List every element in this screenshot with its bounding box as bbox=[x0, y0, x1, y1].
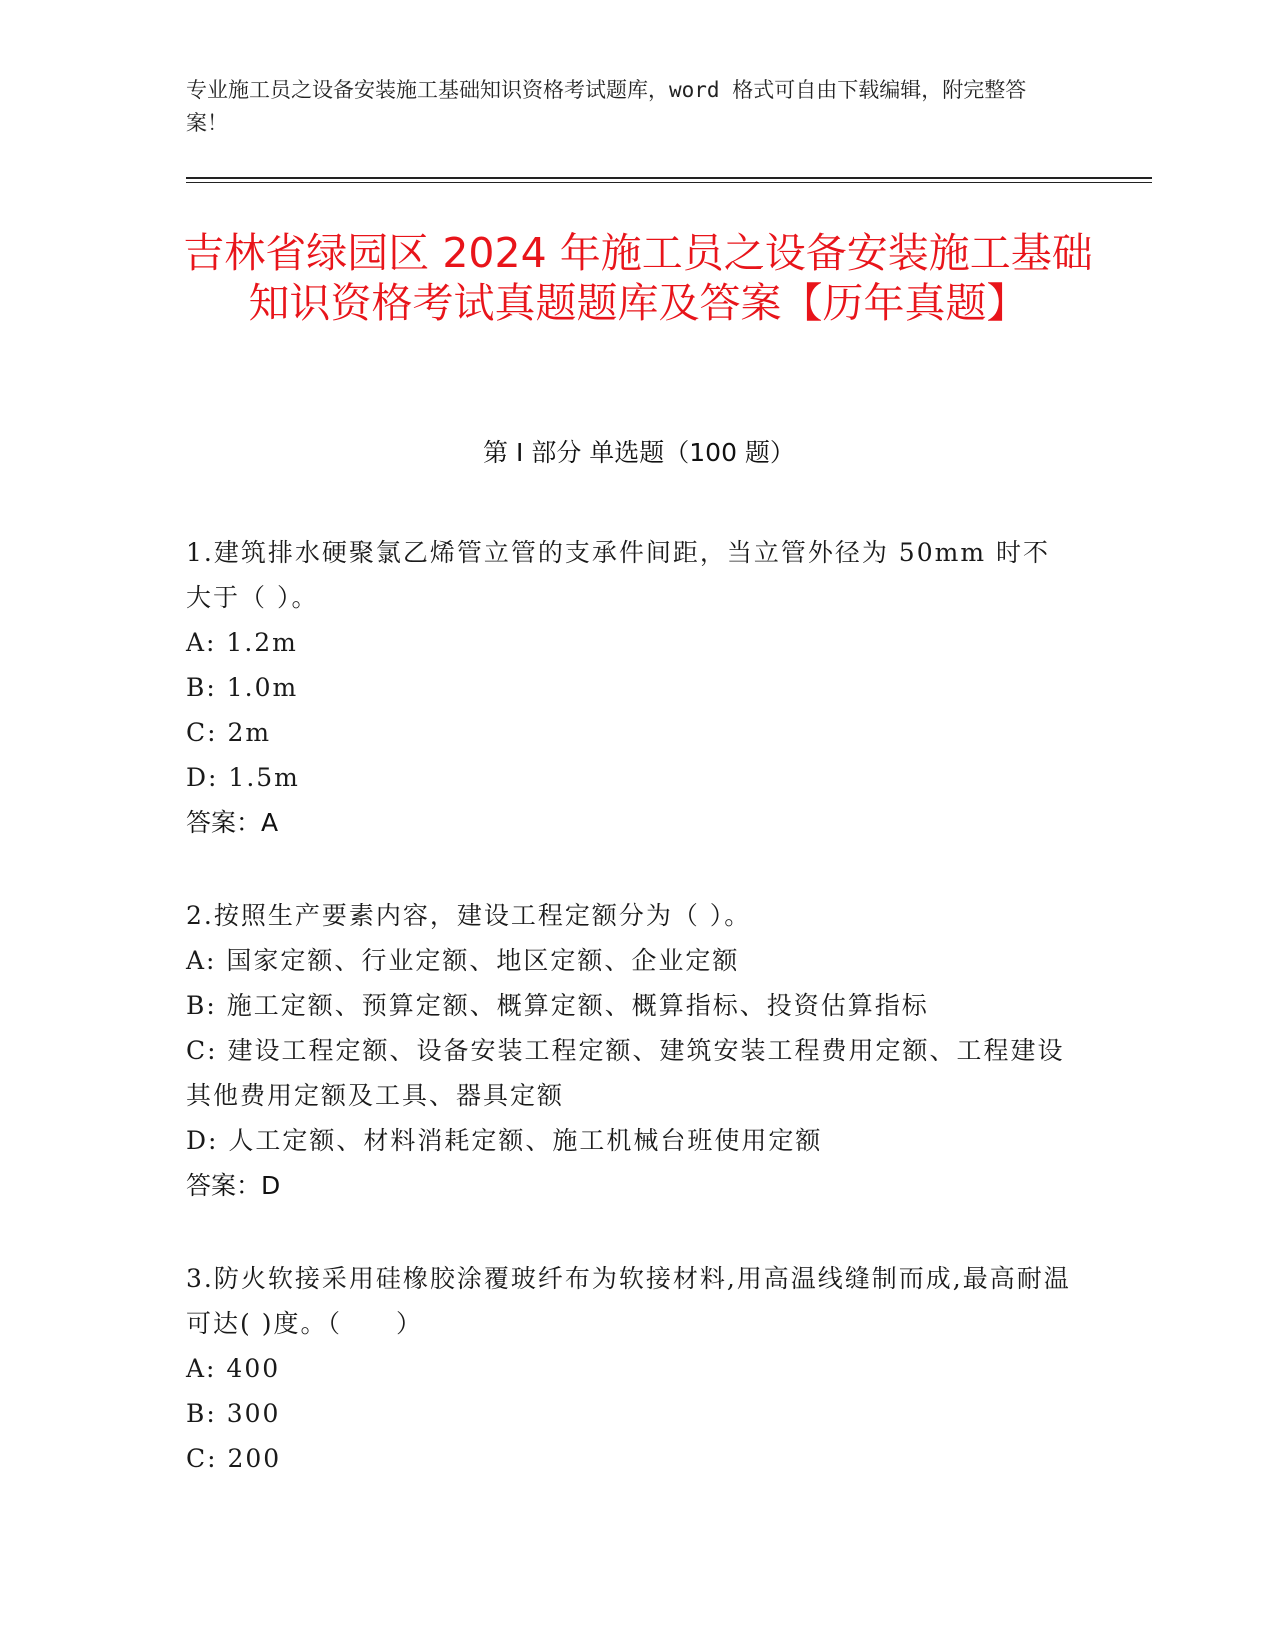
header-note: 专业施工员之设备安装施工基础知识资格考试题库，word 格式可自由下载编辑，附完整答案！ bbox=[186, 78, 1027, 135]
answer: 答案：A bbox=[186, 808, 279, 837]
option-a: A: 国家定额、行业定额、地区定额、企业定额 bbox=[186, 946, 740, 975]
option-a: A: 400 bbox=[186, 1354, 281, 1383]
section-title: 第 I 部分 单选题（100 题） bbox=[483, 438, 795, 467]
option-c: C: 建设工程定额、设备安装工程定额、建筑安装工程费用定额、工程建设其他费用定额及工具、器具定额 bbox=[186, 1036, 1065, 1110]
option-b: B: 1.0m bbox=[186, 673, 299, 702]
option-d: D: 人工定额、材料消耗定额、施工机械台班使用定额 bbox=[186, 1126, 823, 1155]
question-stem: 3.防火软接采用硅橡胶涂覆玻纤布为软接材料,用高温线缝制而成,最高耐温可达( )度。（ ） bbox=[186, 1264, 1071, 1338]
header-rule-thick bbox=[186, 177, 1152, 179]
question-list bbox=[186, 530, 1076, 1529]
option-d: D: 1.5m bbox=[186, 763, 300, 792]
option-b: B: 施工定额、预算定额、概算定额、概算指标、投资估算指标 bbox=[186, 991, 929, 1020]
option-c: C: 2m bbox=[186, 718, 272, 747]
option-b: B: 300 bbox=[186, 1399, 281, 1428]
document-title: 吉林省绿园区 2024 年施工员之设备安装施工基础知识资格考试真题题库及答案【历年真题】 bbox=[183, 229, 1093, 327]
question-stem: 1.建筑排水硬聚氯乙烯管立管的支承件间距，当立管外径为 50mm 时不大于（ ）。 bbox=[186, 538, 1050, 612]
option-a: A: 1.2m bbox=[186, 628, 298, 657]
header-rule-thin bbox=[186, 182, 1152, 183]
question-3 bbox=[186, 1256, 1076, 1481]
question-1 bbox=[186, 530, 1076, 845]
answer: 答案：D bbox=[186, 1171, 281, 1200]
question-2 bbox=[186, 893, 1076, 1208]
option-c: C: 200 bbox=[186, 1444, 282, 1473]
question-stem: 2.按照生产要素内容，建设工程定额分为（ ）。 bbox=[186, 901, 752, 930]
